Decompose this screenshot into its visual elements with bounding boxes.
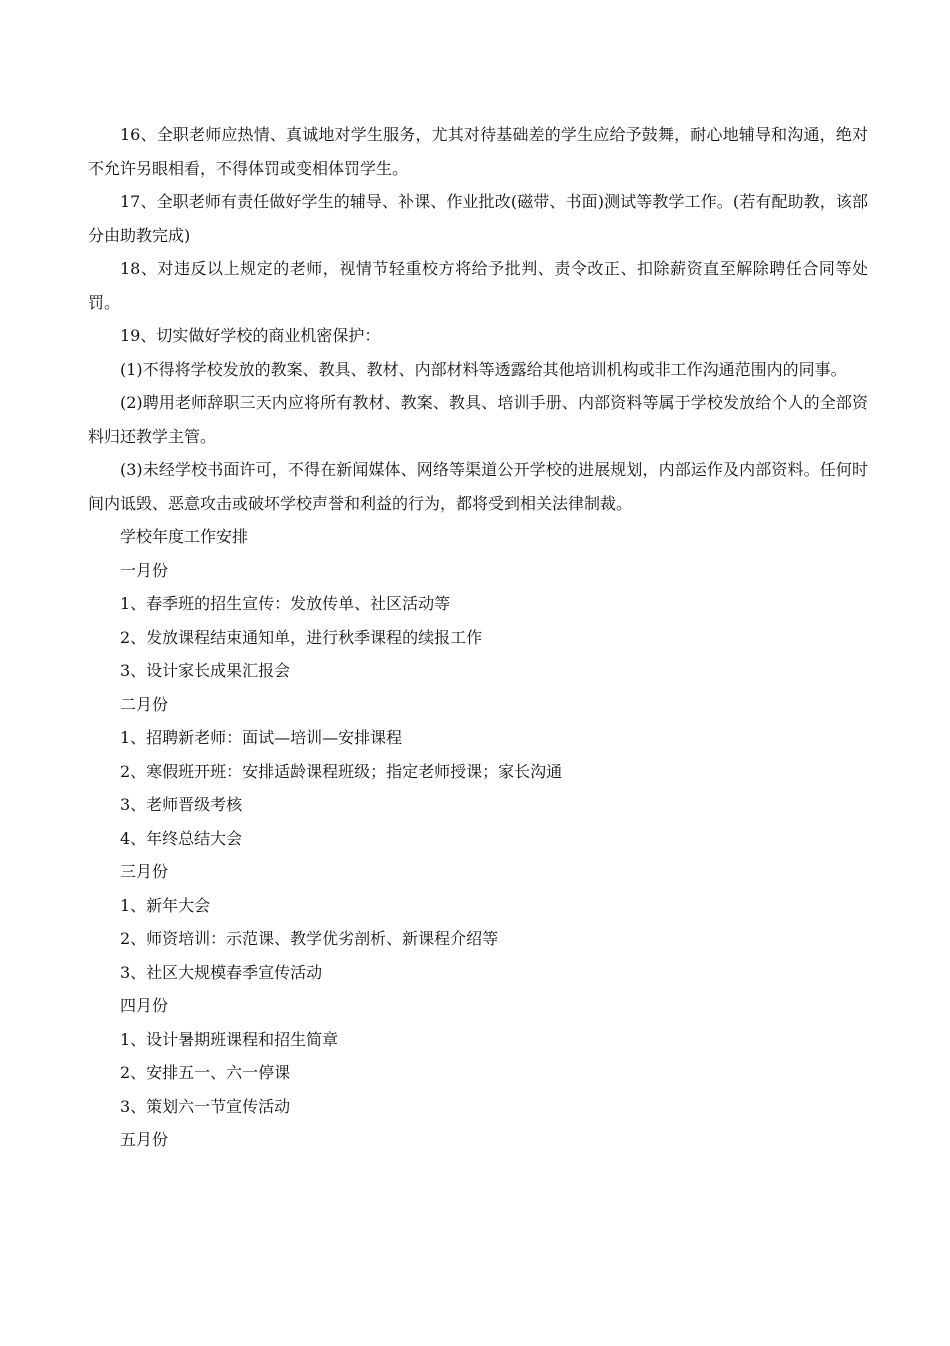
document-page [88, 118, 868, 1157]
schedule-item: 3、设计家长成果汇报会 [120, 661, 291, 680]
month-heading-january: 一月份 [120, 560, 169, 580]
rule-paragraph-19: 19、切实做好学校的商业机密保护： [120, 326, 381, 345]
rule-19-item-3: (3)未经学校书面许可，不得在新闻媒体、网络等渠道公开学校的进展规划，内部运作及内部资料。任何时间内诋毁、恶意攻击或破坏学校声誉和利益的行为，都将受到相关法律制裁。 [88, 460, 868, 513]
rule-paragraph-16: 16、全职老师应热情、真诚地对学生服务，尤其对待基础差的学生应给予鼓舞，耐心地辅导和沟通，绝对不允许另眼相看，不得体罚或变相体罚学生。 [88, 125, 868, 178]
schedule-item: 1、招聘新老师：面试—培训—安排课程 [120, 728, 403, 747]
schedule-item: 2、发放课程结束通知单，进行秋季课程的续报工作 [120, 627, 483, 647]
month-heading-may: 五月份 [120, 1130, 169, 1149]
schedule-item: 2、安排五一、六一停课 [120, 1063, 291, 1082]
rule-19-item-1: (1)不得将学校发放的教案、教具、教材、内部材料等透露给其他培训机构或非工作沟通范围内的同事。 [120, 359, 847, 379]
rule-paragraph-17: 17、全职老师有责任做好学生的辅导、补课、作业批改(磁带、书面)测试等教学工作。(若有配助教，该部分由助教完成) [88, 192, 868, 245]
schedule-item: 3、策划六一节宣传活动 [120, 1096, 291, 1116]
schedule-item: 2、寒假班开班：安排适龄课程班级；指定老师授课；家长沟通 [120, 761, 563, 781]
month-heading-march: 三月份 [120, 862, 169, 881]
schedule-item: 2、师资培训：示范课、教学优劣剖析、新课程介绍等 [120, 929, 499, 948]
rule-19-item-2: (2)聘用老师辞职三天内应将所有教材、教案、教具、培训手册、内部资料等属于学校发放给个人的全部资料归还教学主管。 [88, 393, 868, 446]
rule-paragraph-18: 18、对违反以上规定的老师，视情节轻重校方将给予批判、责令改正、扣除薪资直至解除聘任合同等处罚。 [88, 259, 868, 312]
schedule-item: 1、设计暑期班课程和招生简章 [120, 1029, 339, 1049]
schedule-item: 1、春季班的招生宣传：发放传单、社区活动等 [120, 594, 451, 613]
schedule-item: 1、新年大会 [120, 895, 211, 915]
schedule-title: 学校年度工作安排 [120, 527, 249, 546]
schedule-item: 4、年终总结大会 [120, 828, 243, 848]
month-heading-february: 二月份 [120, 694, 169, 714]
schedule-item: 3、社区大规模春季宣传活动 [120, 962, 323, 982]
month-heading-april: 四月份 [120, 996, 169, 1015]
schedule-item: 3、老师晋级考核 [120, 795, 243, 814]
